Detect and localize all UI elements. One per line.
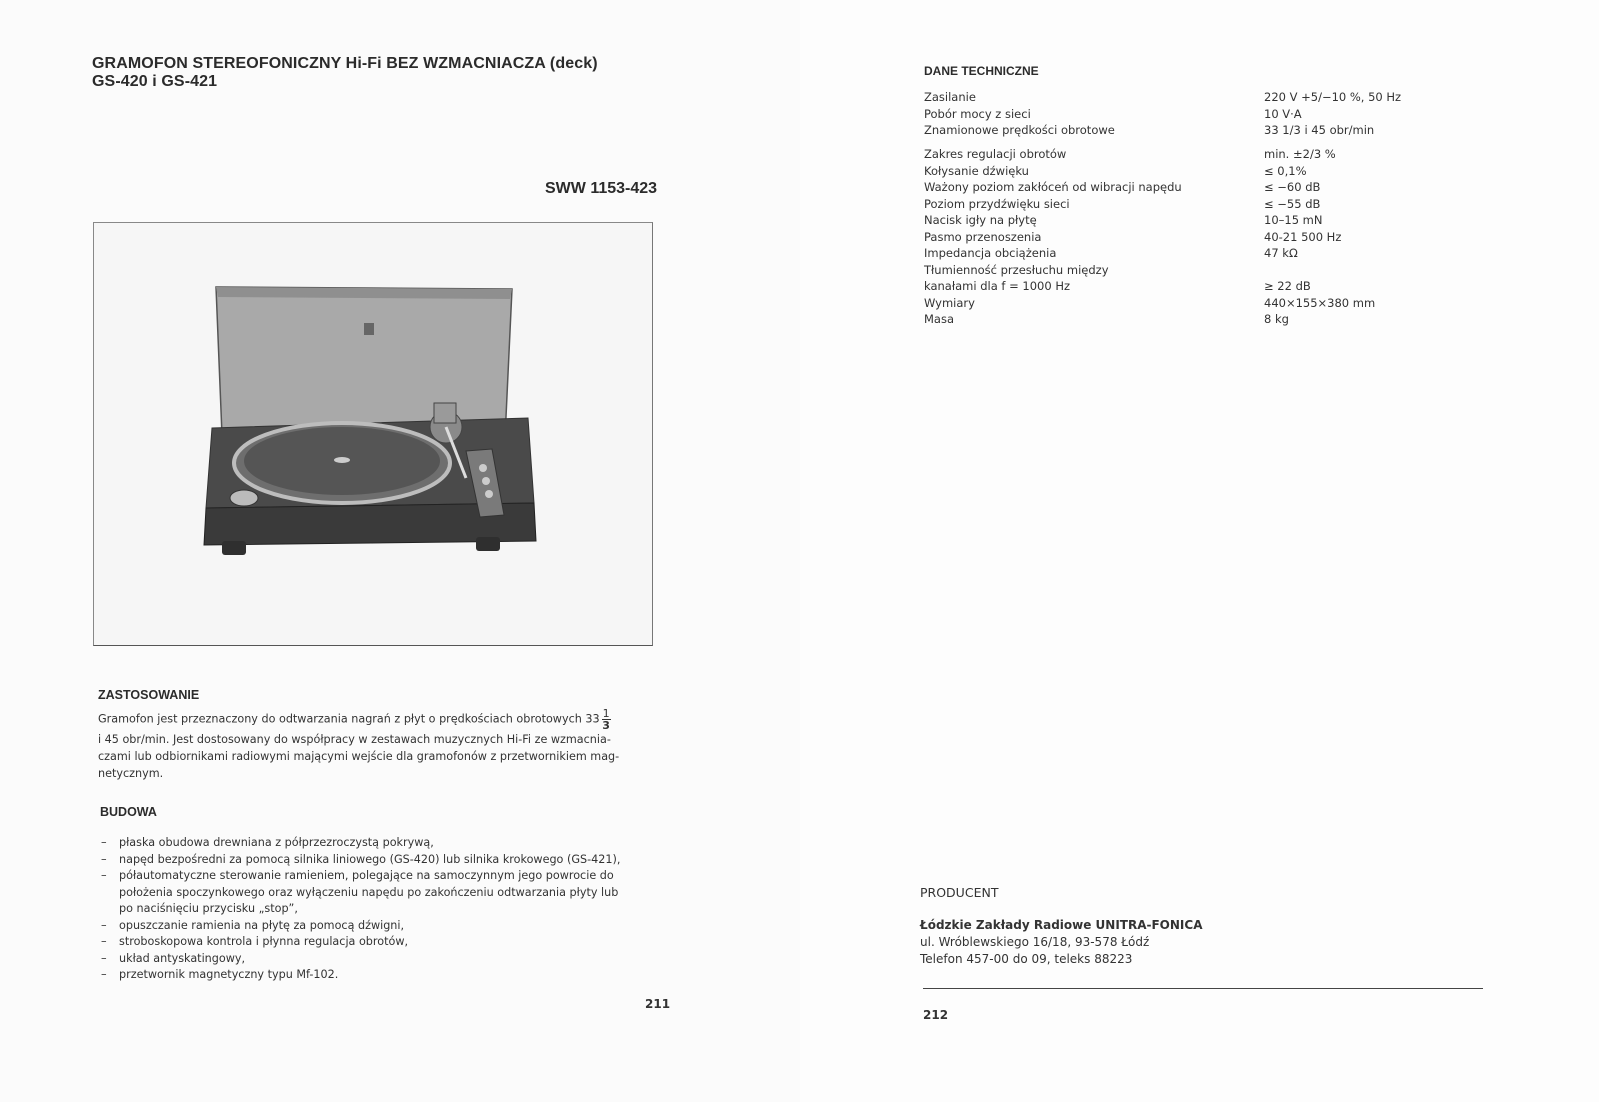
spec-value: min. ±2/3 % <box>1264 147 1336 161</box>
dane-techniczne-heading: DANE TECHNICZNE <box>924 64 1039 78</box>
budowa-list <box>101 835 667 984</box>
title-line-2: GS-420 i GS-421 <box>92 73 218 90</box>
table-row <box>924 296 1401 313</box>
budowa-item-2: napęd bezpośredni za pomocą silnika liniowego (GS-420) lub silnika krokowego (GS-421), <box>119 852 621 866</box>
spec-label: Nacisk igły na płytę <box>924 213 1037 227</box>
budowa-item-3-cont-2: po naciśnięciu przycisku „stop”, <box>119 902 298 915</box>
budowa-item-3: – półautomatyczne sterowanie ramieniem, polegające na samoczynnym jego powrocie do <box>119 869 614 882</box>
zastosowanie-heading: ZASTOSOWANIE <box>98 688 200 702</box>
list-item <box>101 835 667 852</box>
title-line-1: GRAMOFON STEREOFONICZNY Hi-Fi BEZ WZMACNIACZA (deck) <box>92 55 598 72</box>
zastosowanie-paragraph <box>98 708 664 782</box>
table-row <box>924 180 1401 197</box>
spec-value: ≤ 0,1% <box>1264 163 1307 178</box>
turntable-illustration <box>94 223 652 645</box>
spec-value: 40-21 500 Hz <box>1264 229 1342 244</box>
spec-value: 8 kg <box>1264 312 1289 326</box>
table-row <box>924 312 1401 329</box>
table-row <box>924 197 1401 214</box>
spec-value <box>1264 263 1401 280</box>
spec-value: 10 V·A <box>1264 106 1302 121</box>
list-item <box>101 868 667 918</box>
divider <box>923 988 1483 989</box>
producent-heading: PRODUCENT <box>920 885 999 900</box>
spec-label: Ważony poziom zakłóceń od wibracji napędu <box>924 180 1182 194</box>
producent-address: ul. Wróblewskiego 16/18, 93-578 Łódź <box>920 935 1150 949</box>
spec-label: kanałami dla f = 1000 Hz <box>924 279 1071 293</box>
document-title <box>92 55 598 91</box>
spec-value: ≥ 22 dB <box>1264 279 1311 293</box>
list-item <box>101 934 667 951</box>
spec-label: Tłumienność przesłuchu między <box>924 262 1109 277</box>
fraction-denominator: 3 <box>602 719 610 732</box>
list-item <box>101 918 667 935</box>
spec-value: 220 V +5/−10 %, 50 Hz <box>1264 90 1402 104</box>
spec-label: Pobór mocy z sieci <box>924 106 1031 121</box>
spec-value: ≤ −60 dB <box>1264 180 1321 194</box>
spec-label: Zasilanie <box>924 90 976 104</box>
table-row <box>924 230 1401 247</box>
spec-label: Poziom przydźwięku sieci <box>924 196 1070 211</box>
spec-value: ≤ −55 dB <box>1264 196 1321 211</box>
spec-label: Masa <box>924 312 955 326</box>
table-row <box>924 279 1401 296</box>
zastosowanie-line-2: i 45 obr/min. Jest dostosowany do współpracy w zestawach muzycznych Hi-Fi ze wzmacnia- <box>98 733 611 746</box>
producent-name: Łódzkie Zakłady Radiowe UNITRA-FONICA <box>920 918 1203 932</box>
table-row <box>924 164 1401 181</box>
budowa-item-1: płaska obudowa drewniana z półprzezroczystą pokrywą, <box>119 836 434 849</box>
producent-block <box>920 917 1203 968</box>
budowa-item-4: opuszczanie ramienia na płytę za pomocą dźwigni, <box>119 918 405 932</box>
table-row <box>924 246 1401 263</box>
table-row <box>924 147 1401 164</box>
list-item <box>101 967 667 984</box>
spec-label: Pasmo przenoszenia <box>924 229 1042 244</box>
sww-code: SWW 1153-423 <box>545 180 658 197</box>
turntable-photo <box>93 222 653 646</box>
spec-value: 10–15 mN <box>1264 213 1323 227</box>
budowa-item-7: przetwornik magnetyczny typu Mf-102. <box>119 968 339 981</box>
zastosowanie-line-3: czami lub odbiornikami radiowymi mającymi wejście dla gramofonów z przetwornikiem mag- <box>98 750 620 763</box>
budowa-item-3-cont-1: położenia spoczynkowego oraz wyłączeniu napędu po zakończeniu odtwarzania płyty lub <box>119 885 619 899</box>
fraction-numerator: 1 <box>602 707 610 720</box>
spec-label: Zakres regulacji obrotów <box>924 147 1067 161</box>
table-row <box>924 123 1401 147</box>
table-row <box>924 107 1401 124</box>
list-item <box>101 951 667 968</box>
spec-label: Impedancja obciążenia <box>924 246 1057 260</box>
zastosowanie-line-4: netycznym. <box>98 767 164 780</box>
spec-label: Kołysanie dźwięku <box>924 163 1029 178</box>
specs-table <box>924 90 1401 329</box>
page-number-right: 212 <box>923 1008 949 1022</box>
spec-value: 47 kΩ <box>1264 246 1298 260</box>
zastosowanie-line-1-text: Gramofon jest przeznaczony do odtwarzania nagrań z płyt o prędkościach obrotowych 33 <box>98 712 600 726</box>
spec-value: 33 1/3 i 45 obr/min <box>1264 123 1375 137</box>
table-row <box>924 213 1401 230</box>
zastosowanie-line-1 <box>98 708 664 731</box>
spec-label: Wymiary <box>924 295 975 310</box>
producent-phone: Telefon 457-00 do 09, teleks 88223 <box>920 952 1133 966</box>
budowa-heading: BUDOWA <box>100 805 157 819</box>
list-item <box>101 852 667 869</box>
budowa-item-5: stroboskopowa kontrola i płynna regulacja obrotów, <box>119 935 409 948</box>
table-row <box>924 90 1401 107</box>
spec-label: Znamionowe prędkości obrotowe <box>924 123 1115 137</box>
budowa-item-6: układ antyskatingowy, <box>119 951 246 965</box>
page-number-left: 211 <box>645 997 671 1011</box>
fraction-one-third <box>602 708 611 731</box>
spec-value: 440×155×380 mm <box>1264 295 1376 310</box>
table-row <box>924 263 1401 280</box>
